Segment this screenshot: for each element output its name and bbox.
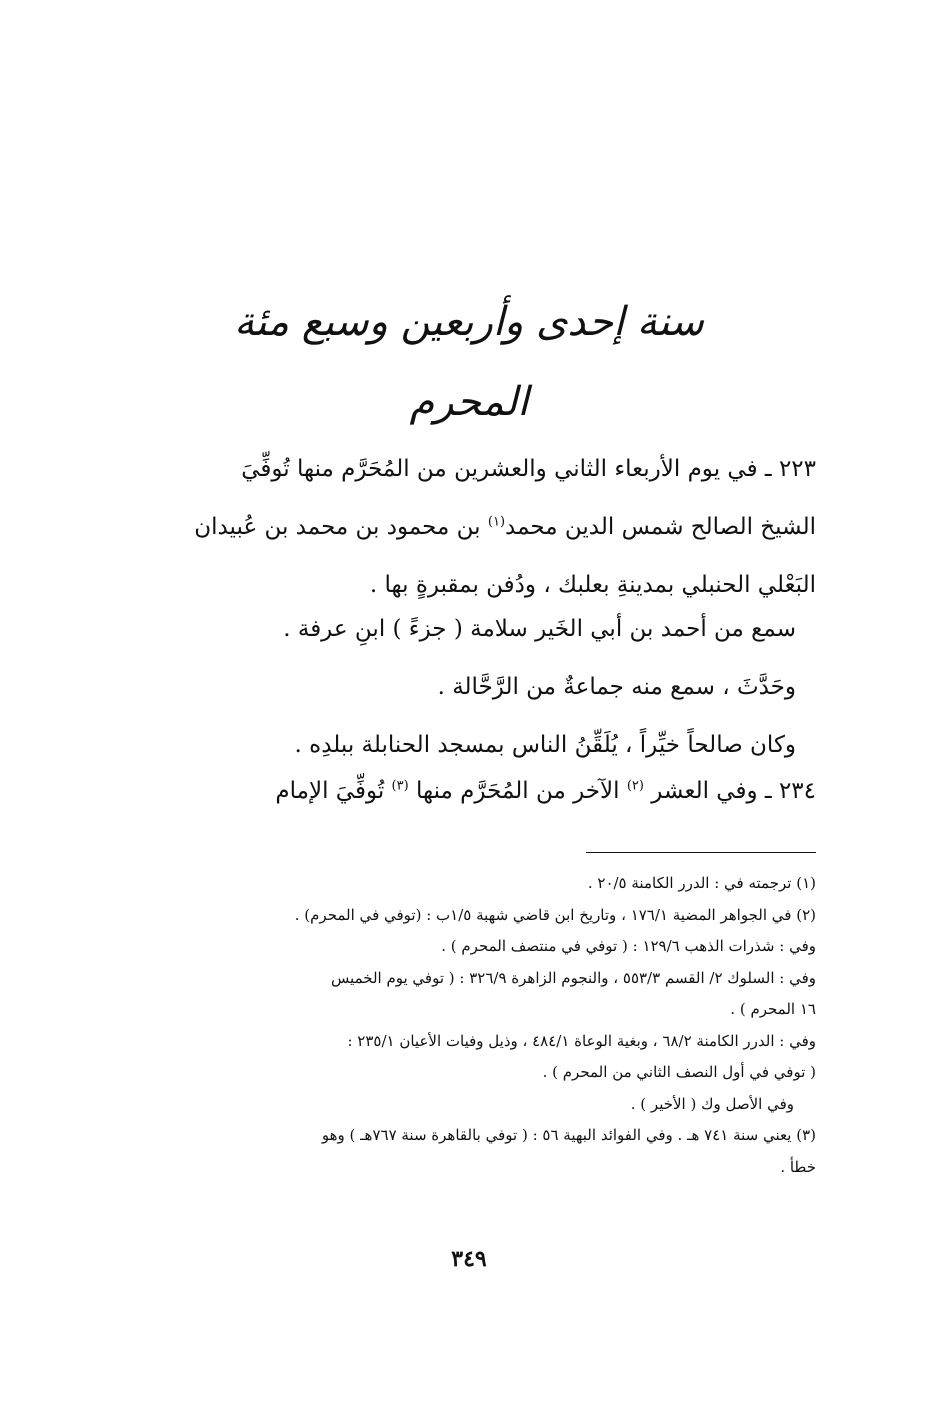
entry-234-line-1 bbox=[151, 762, 816, 820]
footnote-line: وفي : شذرات الذهب ١٢٩/٦ : ( توفي في منتصف المحرم ) . bbox=[441, 937, 816, 955]
footnotes bbox=[151, 868, 816, 1183]
year-heading: سنة إحدى وأربعين وسبع مئة bbox=[234, 299, 704, 345]
footnote-line: (٢) في الجواهر المضية ١٧٦/١ ، وتاريخ ابن قاضي شهبة ١/٥ب : (توفي في المحرم) . bbox=[294, 905, 816, 924]
entry-234-part-3: تُوفِّيَ الإمام bbox=[275, 778, 392, 804]
entry-234-part-1: ٢٣٤ ـ وفي العشر bbox=[643, 778, 816, 804]
entry-223-line-2a: الشيخ الصالح شمس الدين محمد bbox=[505, 514, 816, 540]
footnote-ref-1[interactable]: (١) bbox=[487, 514, 506, 530]
footnote-line: (١) ترجمته في : الدرر الكامنة ٢٠/٥ . bbox=[587, 874, 816, 892]
footnote-divider bbox=[586, 852, 816, 853]
entry-detail-line: وكان صالحاً خيِّراً ، يُلَقِّنُ الناس بمسجد الحنابلة ببلدِه . bbox=[294, 732, 796, 758]
entry-223-details bbox=[151, 600, 796, 774]
footnote-ref-2[interactable]: (٢) bbox=[626, 778, 644, 794]
entry-223-line-2 bbox=[151, 498, 816, 556]
entry-223-line-3: البَعْلي الحنبلي بمدينةِ بعلبك ، ودُفن بمقبرةٍ بها . bbox=[369, 572, 816, 598]
entry-234 bbox=[151, 762, 816, 820]
footnote-line: وفي : السلوك ٢/ القسم ٥٥٣/٣ ، والنجوم الزاهرة ٣٢٦/٩ : ( توفي يوم الخميس bbox=[330, 968, 816, 987]
footnote-line: وفي : الدرر الكامنة ٦٨/٢ ، وبغية الوعاة ٤٨٤/١ ، وذيل وفيات الأعيان ٢٣٥/١ : bbox=[347, 1031, 816, 1050]
month-heading: المحرم bbox=[409, 379, 529, 425]
footnote-line: خطأ . bbox=[780, 1157, 816, 1176]
entry-223-line-1: ٢٢٣ ـ في يوم الأربعاء الثاني والعشرين من المُحَرَّم منها تُوفِّيَ bbox=[241, 456, 816, 482]
page-number: ٣٤٩ bbox=[451, 1246, 487, 1272]
footnote-line: ١٦ المحرم ) . bbox=[730, 1000, 816, 1018]
entry-detail-line: سمع من أحمد بن أبي الخَير سلامة ( جزءً ) ابنِ عرفة . bbox=[283, 616, 796, 642]
entry-223 bbox=[151, 440, 816, 614]
footnote-line: (٣) يعني سنة ٧٤١ هـ . وفي الفوائد البهية ٥٦ : ( توفي بالقاهرة سنة ٧٦٧هـ ) وهو bbox=[321, 1126, 816, 1144]
footnote-ref-3[interactable]: (٣) bbox=[391, 778, 409, 794]
entry-223-line-2b: بن محمود بن محمد بن عُبيدان bbox=[194, 514, 488, 540]
footnote-line: وفي الأصل وك ( الأخير ) . bbox=[630, 1094, 794, 1113]
entry-234-part-2: الآخر من المُحَرَّم منها bbox=[408, 778, 627, 804]
entry-detail-line: وحَدَّثَ ، سمع منه جماعةٌ من الرَّحَّالة . bbox=[437, 674, 796, 700]
footnote-line: ( توفي في أول النصف الثاني من المحرم ) . bbox=[542, 1063, 816, 1081]
